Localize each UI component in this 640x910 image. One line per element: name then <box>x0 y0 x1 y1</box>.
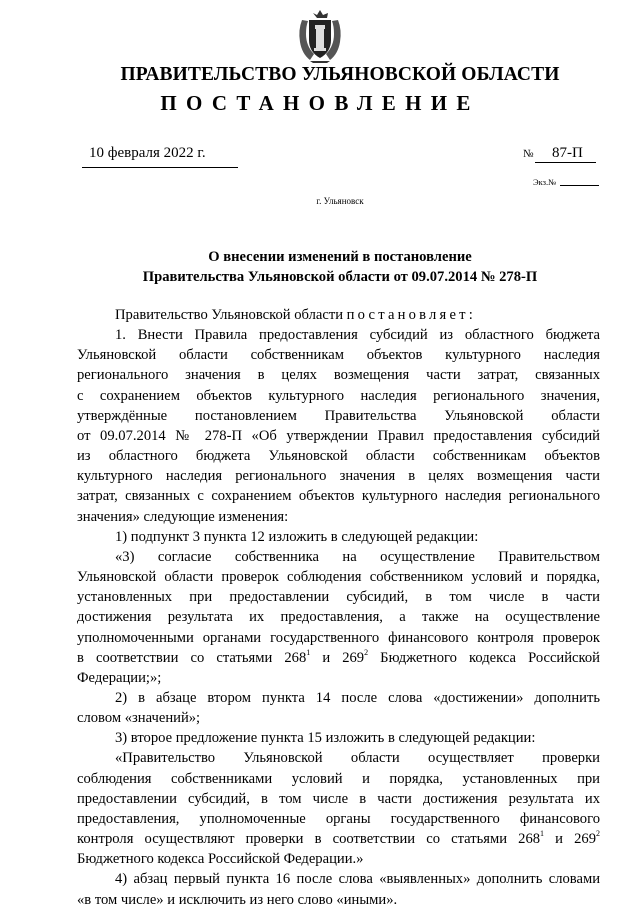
body-line: соблюдения собственниками условий и порядка, установленных при <box>77 770 600 787</box>
body-line: «Правительство Ульяновской области осуществляет проверки <box>115 750 600 767</box>
intro-line <box>77 305 600 325</box>
document-number: 87-П <box>552 145 583 161</box>
document-body <box>77 305 600 910</box>
body-line: словом «значений»; <box>77 710 201 727</box>
date-underline <box>82 167 238 168</box>
body-line: значения» следующие изменения: <box>77 508 289 525</box>
body-line: из областного бюджета Ульяновской области собственникам объектов <box>77 448 600 465</box>
body-line: Ульяновской области проверок соблюдения собственником условий и порядка, <box>77 569 600 586</box>
body-line: «в том числе» и исключить из него слово «иными». <box>77 891 398 908</box>
body-line: затрат, связанных с сохранением объектов культурного наследия регионального <box>77 488 600 505</box>
text-fragment: Бюджетного кодекса Российской <box>368 649 600 666</box>
text-fragment: и 269 <box>544 831 596 848</box>
body-line: предоставления, уполномоченные органы государственного финансового <box>77 810 600 827</box>
body-line: 1. Внести Правила предоставления субсидий из областного бюджета <box>115 327 600 344</box>
body-line: 1) подпункт 3 пункта 12 изложить в следующей редакции: <box>115 528 479 545</box>
body-line: Бюджетного кодекса Российской Федерации.» <box>77 851 364 868</box>
superscript: 1 <box>306 647 311 657</box>
body-line: «3) согласие собственника на осуществление Правительством <box>115 548 600 565</box>
body-line <box>77 829 600 849</box>
superscript: 2 <box>364 647 369 657</box>
body-line: культурного наследия регионального значения в целях возмещения части <box>77 468 600 485</box>
body-line: установленных при предоставлении субсидий, в том числе в части <box>77 589 600 606</box>
body-line: 4) абзац первый пункта 16 после слова «выявленных» дополнить словами <box>115 871 600 888</box>
body-line: утверждённые постановлением Правительства Ульяновской области <box>77 407 600 424</box>
body-line: Ульяновской области собственникам объектов культурного наследия <box>77 347 600 364</box>
superscript: 1 <box>540 829 545 839</box>
body-line: 2) в абзаце втором пункта 14 после слова «достижении» дополнить <box>115 689 600 706</box>
coat-of-arms-icon <box>296 8 344 64</box>
superscript: 2 <box>596 829 600 839</box>
document-date: 10 февраля 2022 г. <box>89 145 206 161</box>
copy-number-label: Экз.№ <box>533 177 557 187</box>
document-type: ПОСТАНОВЛЕНИЕ <box>160 91 480 115</box>
body-line: предоставлении субсидий, в том числе в части достижения результата их <box>77 790 600 807</box>
intro-lead: Правительство Ульяновской области <box>115 307 347 323</box>
intro-verb: постановляет: <box>346 307 476 323</box>
subject-line: О внесении изменений в постановление <box>208 249 472 265</box>
text-fragment: в соответствии со статьями 268 <box>77 649 307 666</box>
body-line: уполномоченными органами государственного финансового контроля проверок <box>77 629 600 646</box>
body-line: 3) второе предложение пункта 15 изложить в следующей редакции: <box>115 730 536 747</box>
body-line <box>77 648 600 668</box>
body-line: с сохранением объектов культурного наследия регионального значения, <box>77 387 600 404</box>
government-title: ПРАВИТЕЛЬСТВО УЛЬЯНОВСКОЙ ОБЛАСТИ <box>120 64 560 85</box>
body-line: достижения результата их предоставления, а также на осуществление <box>77 609 600 626</box>
number-sign: № <box>523 148 534 160</box>
text-fragment: контроля осуществляют проверки в соответствии со статьями 268 <box>77 831 541 848</box>
body-line: Федерации;»; <box>77 669 162 686</box>
document-subject <box>80 247 600 287</box>
document-city: г. Ульяновск <box>316 196 364 206</box>
body-line: от 09.07.2014 № 278-П «Об утверждении Правил предоставления субсидий <box>77 427 600 444</box>
number-underline <box>535 162 596 163</box>
subject-line: Правительства Ульяновской области от 09.07.2014 № 278-П <box>142 269 538 285</box>
body-line: регионального значения в целях возмещения части затрат, связанных <box>77 367 600 384</box>
text-fragment: и 269 <box>310 649 365 666</box>
copy-number-underline <box>560 185 599 186</box>
